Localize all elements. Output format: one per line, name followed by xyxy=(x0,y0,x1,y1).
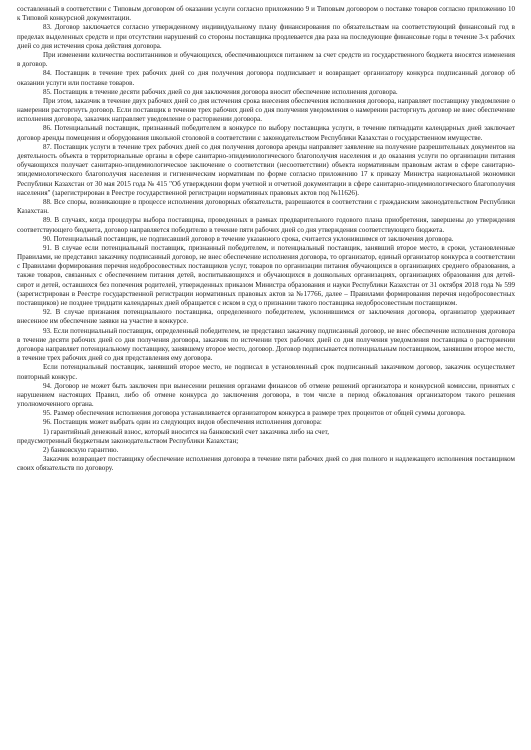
clause-91: 91. В случае если потенциальный поставщик, признанный победителем, и потенциальный поставщик, занявший второе место, в сроки, установленные Правилами, не представил заказчику подписанный договор, не внес обеспечение исполнения договора, то организатор, единый организатор конкурса в соответствии с Правилами формирования перечня недобросовестных поставщиков услуг, товаров по организации питания обучающихся в организациях среднего образования, а также товаров, связанных с обеспечением питания детей, воспитывающихся и обучающихся в дошкольных организациях, организациях образования для детей-сирот и детей, оставшихся без попечения родителей, утвержденных приказом Министра образования и науки Республики Казахстан от 31 октября 2018 года № 599 (зарегистрирован в Реестре государственной регистрации нормативных правовых актов за №17766, далее – Правилами формирования перечня недобросовестных поставщиков) не позднее тридцати календарных дней обращается с иском в суд о признании такого поставщика недобросовестным поставщиком. xyxy=(17,243,515,307)
list-item: 2) банковскую гарантию. xyxy=(43,446,119,454)
paragraph: Заказчик возвращает поставщику обеспечение исполнения договора в течение пяти рабочих дней со дня полного и надлежащего исполнения поставщиком своих обязательств по договору. xyxy=(17,455,515,473)
clause-83: 83. Договор заключается согласно утвержденному индивидуальному плану финансирования по обязательствам на соответствующий финансовый год в пределах выделенных средств и при отсутствии нарушений со стороны поставщика продлевается два раза на последующие финансовые годы в течение 3-х рабочих дней со дня истечения срока действия договора. xyxy=(17,23,515,50)
paragraph: Если потенциальный поставщик, занявший второе место, не подписал в установленный срок подписанный заказчиком договор, заказчик осуществляет повторный конкурс. xyxy=(17,363,515,381)
clause-89: 89. В случаях, когда процедуры выбора поставщика, проведенных в рамках предварительного годового плана приобретения, завершены до утверждения соответствующего бюджета, договор направляется победителю в течение пяти рабочих дней со дня утверждения соответствующего бюджета. xyxy=(17,216,515,234)
paragraph-continuation: предусмотренный бюджетным законодательством Республики Казахстан; xyxy=(17,436,239,445)
paragraph-continuation: составленный в соответствии с Типовым договором об оказании услуги согласно приложению 9 и Типовым договором о поставке товаров согласно приложению 10 к Типовой конкурсной документации. xyxy=(17,5,515,23)
clause-96: 96. Поставщик может выбрать один из следующих видов обеспечения исполнения договора: xyxy=(43,418,322,427)
clause-87: 87. Поставщик услуги в течение трех рабочих дней со дня получения договора аренды направляет заявление на получение разрешительных документов на деятельность объекта в территориальные органы в сфере санитарно-эпидемиологического благополучия населения и до оказания услуги по организации питания обучающихся получает санитарно-эпидемиологическое заключение о соответствии (несоответствии) объекта нормативным правовым актам в сфере санитарно-эпидемиологического благополучия населения и гигиеническим нормативам по форме согласно приложению 17 к приказу Министра национальной экономики Республики Казахстан от 30 мая 2015 года № 415 "Об утверждении форм учетной и отчетной документации в сфере санитарно-эпидемиологического благополучия населения" (зарегистрирован в Реестре государственной регистрации нормативных правовых актов под №11626). xyxy=(17,142,515,197)
paragraph: При этом, заказчик в течение двух рабочих дней со дня истечения срока внесения обеспечения исполнения договора, направляет поставщику уведомление о намерении расторгнуть договор. Если поставщик в течение трех рабочих дней со дня получения уведомления о намерении расторгнуть договор не внес обеспечение исполнения договора, заказчик направляет уведомление о расторжении договора. xyxy=(17,96,515,124)
paragraph: При изменении количества воспитанников и обучающихся, обеспечивающихся питанием за счет средств из государственного бюджета вносятся изменения в договор. xyxy=(17,50,515,69)
clause-84: 84. Поставщик в течение трех рабочих дней со дня получения договора подписывает и возвращает организатору конкурса подписанный договор об оказании услуги или поставке товаров. xyxy=(17,69,515,87)
clause-88: 88. Все споры, возникающие в процессе исполнения договорных обязательств, разрешаются в соответствии с гражданским законодательством Республики Казахстан. xyxy=(17,197,515,216)
list-item: 1) гарантийный денежный взнос, который вносится на банковский счет заказчика либо на счет, xyxy=(43,427,329,436)
clause-86: 86. Потенциальный поставщик, признанный победителем в конкурсе по выбору поставщика услуги, в течение пятнадцати календарных дней заключает договор аренды помещения и оборудования школьной столовой в соответствии с законодательством Республики Казахстан о государственном имуществе. xyxy=(17,124,515,142)
clause-95: 95. Размер обеспечения исполнения договора устанавливается организатором конкурса в размере трех процентов от общей суммы договора. xyxy=(43,409,466,418)
clause-92: 92. В случае признания потенциального поставщика, определенного победителем, уклонившимся от заключения договора, организатор удерживает внесенное им обеспечение заявки на участие в конкурсе. xyxy=(17,308,515,326)
clause-94: 94. Договор не может быть заключен при вынесении решения органами финансов об отмене решений организатора и конкурсной комиссии, принятых с нарушением настоящих Правил, либо об отмене конкурса до заключения договора, в том числе в период обжалования организатором такого решения уполномоченного органа. xyxy=(17,381,515,409)
clause-90: 90. Потенциальный поставщик, не подписавший договор в течение указанного срока, считается уклонившимся от заключения договора. xyxy=(43,234,454,243)
clause-93: 93. Если потенциальный поставщик, определенный победителем, не представил заказчику подписанный договор, не внес обеспечение исполнения договора в течение десяти рабочих дней со дня получения договора, заказчик по истечении трех рабочих дней со дня получения уведомления поставщика о расторжении договора направляет потенциальному поставщику, занявшему второе место, договор. Договор подписывается потенциальным поставщиком, занявшим второе место, в течение трех рабочих дней со дня представления ему договора. xyxy=(17,326,515,363)
clause-85: 85. Поставщик в течение десяти рабочих дней со дня заключения договора вносит обеспечение исполнения договора. xyxy=(43,87,398,96)
